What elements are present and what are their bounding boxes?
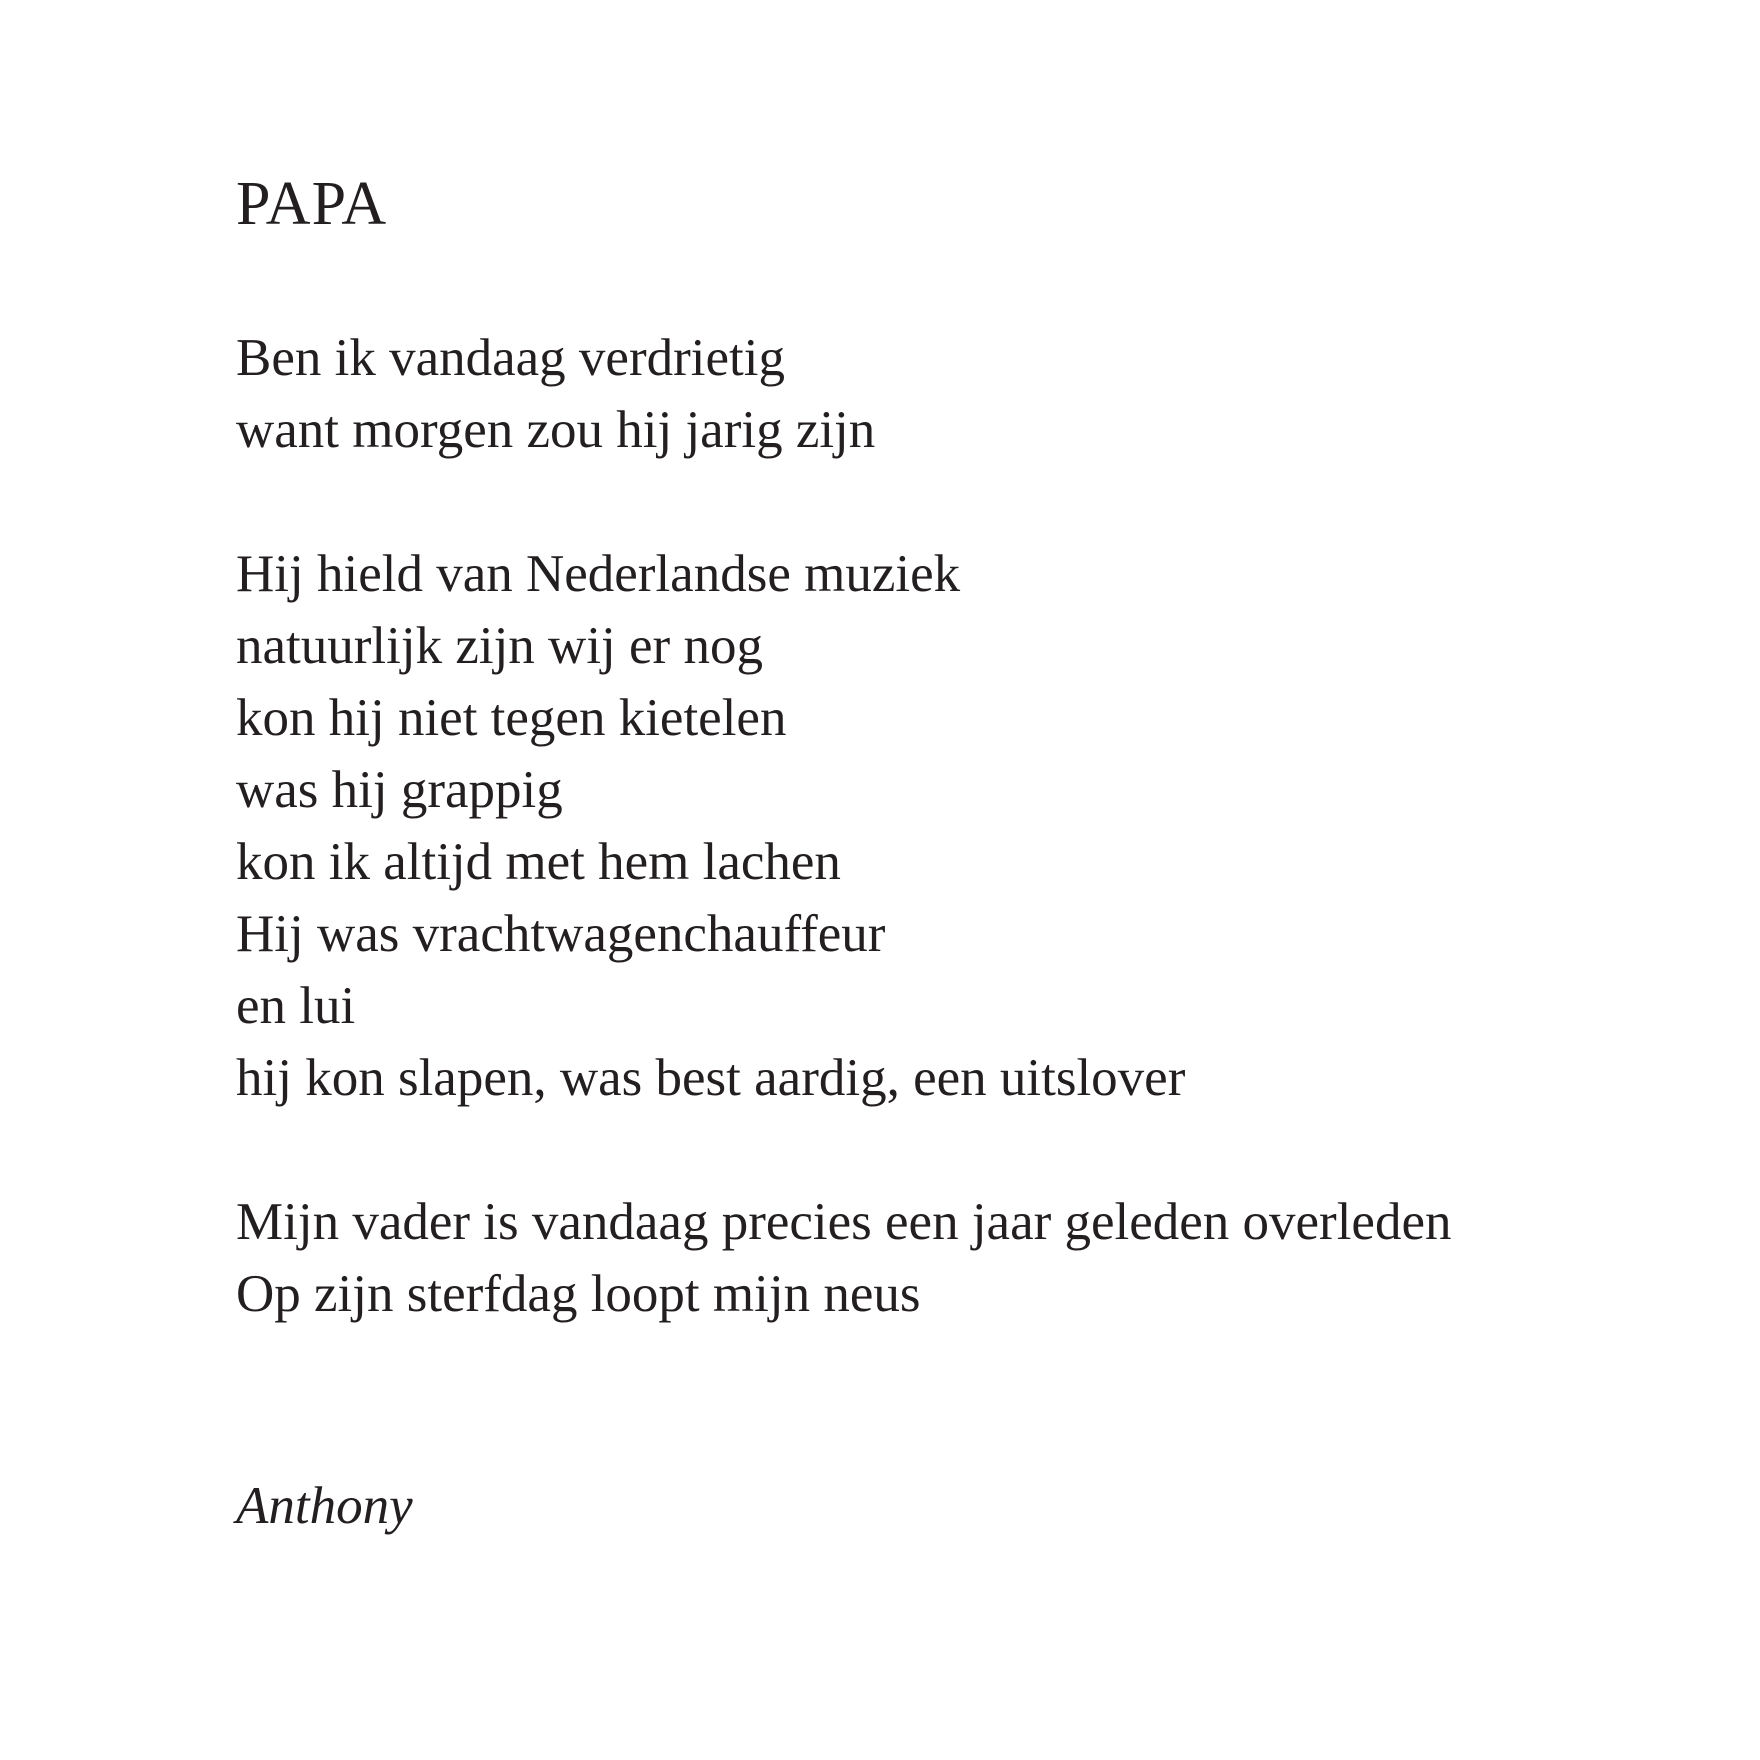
poem-line: Op zijn sterfdag loopt mijn neus: [236, 1265, 921, 1323]
stanza-3: [236, 1186, 1451, 1330]
poem-line: kon ik altijd met hem lachen: [236, 833, 841, 891]
poem-line: kon hij niet tegen kietelen: [236, 689, 787, 747]
poem-author: Anthony: [236, 1477, 413, 1535]
stanza-1: [236, 322, 875, 466]
poem-line: want morgen zou hij jarig zijn: [236, 401, 876, 459]
poem-line: Hij was vrachtwagenchauffeur: [236, 905, 886, 963]
poem-line: Ben ik vandaag verdrietig: [236, 329, 785, 387]
poem-line: en lui: [236, 977, 356, 1035]
poem-line: natuurlijk zijn wij er nog: [236, 617, 763, 675]
stanza-2: [236, 538, 1185, 1114]
poem-line: was hij grappig: [236, 761, 563, 819]
poem-line: Hij hield van Nederlandse muziek: [236, 545, 961, 603]
poem-line: hij kon slapen, was best aardig, een uitslover: [236, 1049, 1186, 1107]
poem-line: Mijn vader is vandaag precies een jaar geleden overleden: [236, 1193, 1452, 1251]
poem-title: PAPA: [236, 170, 388, 238]
